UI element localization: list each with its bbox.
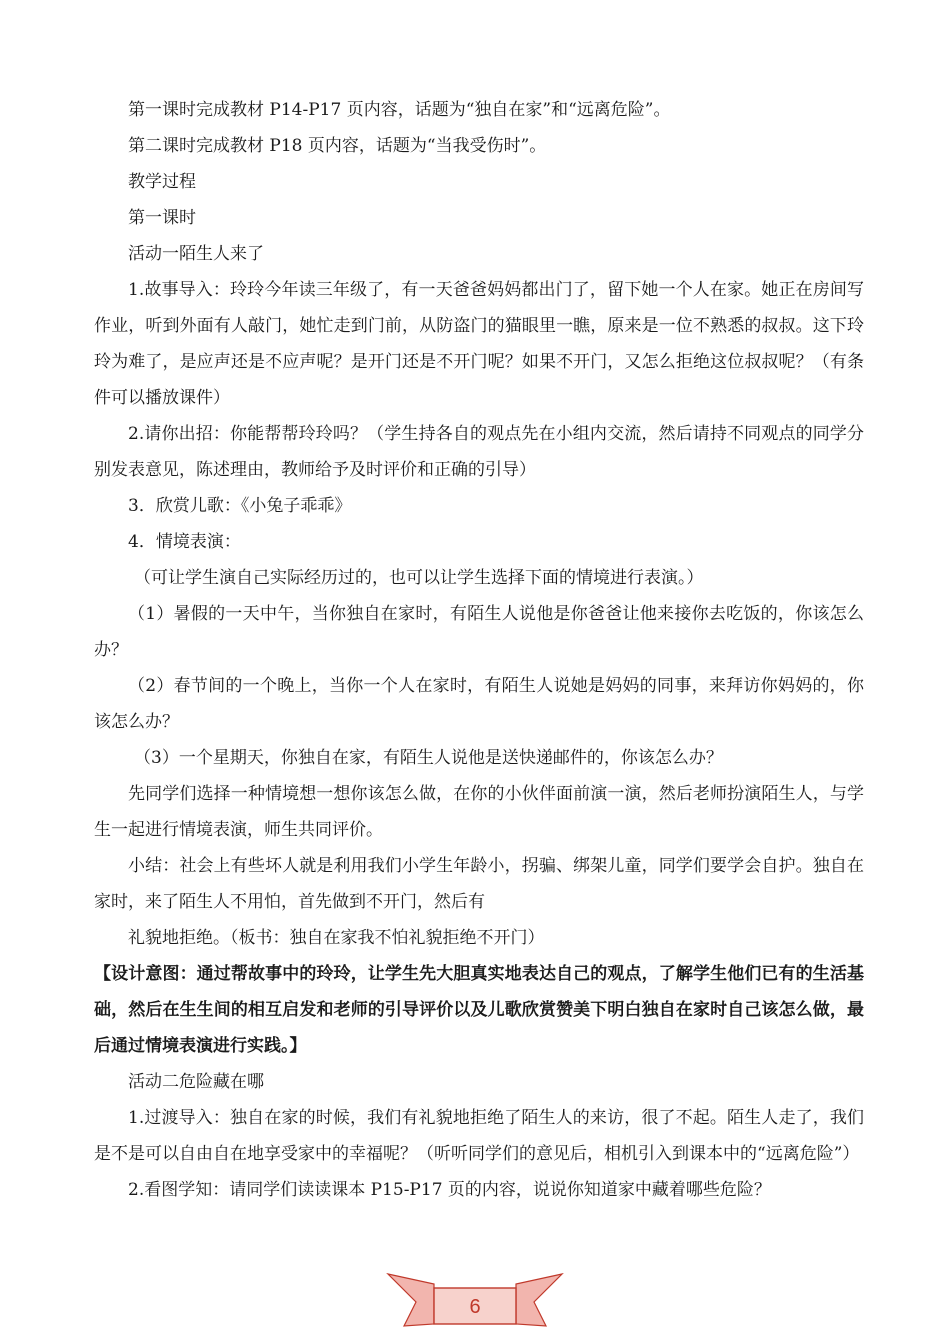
paragraph: 2.看图学知：请同学们读读课本 P15-P17 页的内容，说说你知道家中藏着哪些危险？	[128, 1180, 771, 1200]
design-intent-paragraph: 【设计意图：通过帮故事中的玲玲，让学生先大胆真实地表达自己的观点，了解学生他们已有的生活基础，然后在生生间的相互启发和老师的引导评价以及儿歌欣赏赞美下明白独自在家时自己该怎么做，最后通过情境表演进行实践。】	[94, 964, 864, 1056]
paragraph: 礼貌地拒绝。（板书：独自在家我不怕礼貌拒绝不开门）	[128, 928, 545, 948]
paragraph: （3）一个星期天，你独自在家，有陌生人说他是送快递邮件的，你该怎么办？	[134, 748, 723, 768]
section-heading: 第一课时	[128, 208, 196, 228]
paragraph: （2）春节间的一个晚上，当你一个人在家时，有陌生人说她是妈妈的同事，来拜访你妈妈的，你该怎么办？	[94, 676, 864, 732]
paragraph: 1.故事导入：玲玲今年读三年级了，有一天爸爸妈妈都出门了，留下她一个人在家。她正在房间写作业，听到外面有人敲门，她忙走到门前，从防盗门的猫眼里一瞧，原来是一位不熟悉的叔叔。这下玲玲为难了，是应声还是不应声呢？是开门还是不开门呢？如果不开门，又怎么拒绝这位叔叔呢？（有条件可以播放课件）	[94, 280, 864, 408]
paragraph: 先同学们选择一种情境想一想你该怎么做，在你的小伙伴面前演一演，然后老师扮演陌生人，与学生一起进行情境表演，师生共同评价。	[94, 784, 864, 840]
paragraph: 第二课时完成教材 P18 页内容，话题为“当我受伤时”。	[128, 136, 547, 156]
page-number: 6	[469, 1296, 481, 1318]
paragraph: 3．欣赏儿歌：《小兔子乖乖》	[128, 496, 352, 516]
paragraph: （可让学生演自己实际经历过的，也可以让学生选择下面的情境进行表演。）	[134, 568, 704, 588]
activity-heading: 活动二危险藏在哪	[128, 1072, 264, 1092]
document-body	[94, 92, 864, 1208]
paragraph: 第一课时完成教材 P14-P17 页内容，话题为“独自在家”和“远离危险”。	[128, 100, 671, 120]
paragraph: 4．情境表演：	[128, 532, 241, 552]
paragraph: 2.请你出招：你能帮帮玲玲吗？（学生持各自的观点先在小组内交流，然后请持不同观点的同学分别发表意见，陈述理由，教师给予及时评价和正确的引导）	[94, 424, 864, 480]
activity-heading: 活动一陌生人来了	[128, 244, 264, 264]
section-heading: 教学过程	[128, 172, 196, 192]
paragraph: 小结：社会上有些坏人就是利用我们小学生年龄小，拐骗、绑架儿童，同学们要学会自护。独自在家时，来了陌生人不用怕，首先做到不开门，然后有	[94, 856, 864, 912]
paragraph: （1）暑假的一天中午，当你独自在家时，有陌生人说他是你爸爸让他来接你去吃饭的，你该怎么办？	[94, 604, 864, 660]
paragraph: 1.过渡导入：独自在家的时候，我们有礼貌地拒绝了陌生人的来访，很了不起。陌生人走了，我们是不是可以自由自在地享受家中的幸福呢？（听听同学们的意见后，相机引入到课本中的“远离危险”）	[94, 1108, 864, 1164]
page-footer	[0, 1268, 950, 1344]
